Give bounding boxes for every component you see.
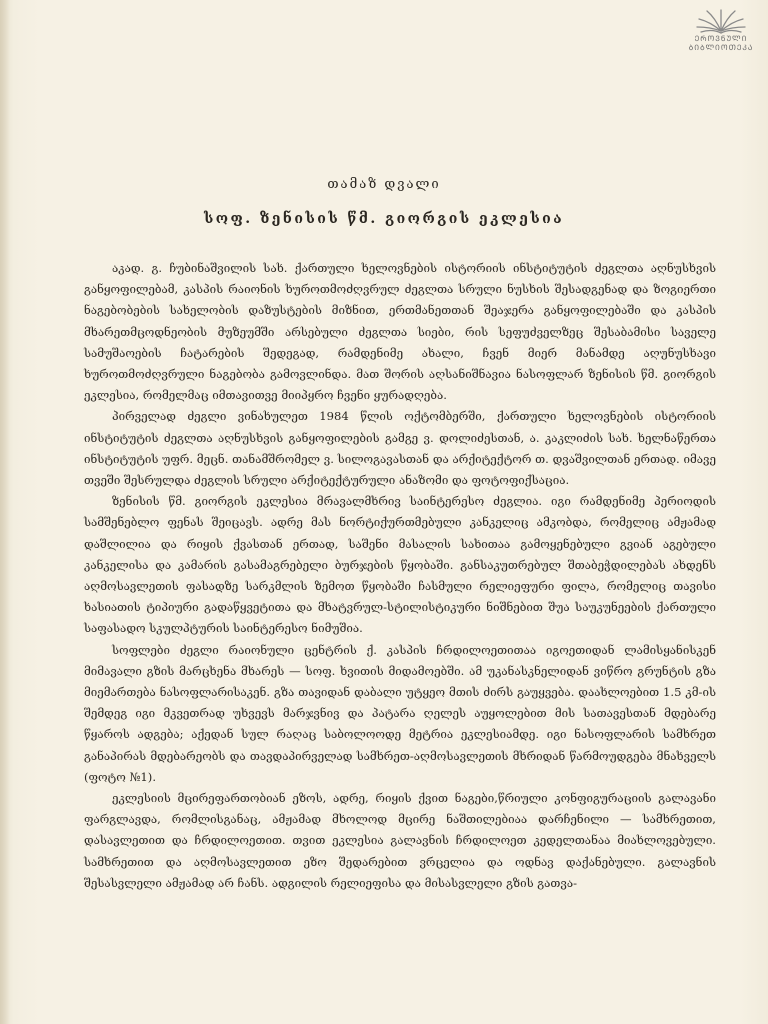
article-title: სოფ. ზენისის წმ. გიორგის ეკლესია [203, 211, 565, 227]
paragraph: სოფლები ძეგლი რაიონული ცენტრის ქ. კასპის ჩრდილოეთითაა იგოეთიდან ლამისყანისკენ მიმავალი გზის მარცხენა მხარეს — სოფ. ხვითის მიდამოებში. ამ უკანასკნელიდან ვიწრო გრუნტის გზა მიემართება ნასოფლარისაკენ. გზა თავიდან დაბალი უტყეო მთის ძირს გაუყვება. დაახლოებით 1.5 კმ-ის შემდეგ იგი მკვეთრად უხვევს მარჯვნივ და პატარა ღელეს აუყოლებით მის სათავესთან მდებარე წყაროს ადგება; აქედან სულ რაღაც საბოლოოდე მეტრია ეკლესიამდე. იგი ნასოფლარის სამხრეთ განაპირას მდებარეობს და თავდაპირველად სამხრეთ-აღმოსავლეთის მხრიდან წარმოუდგება მნახველს (ფოტო №1). [84, 642, 716, 784]
library-logo [684, 4, 758, 58]
book-leaves-icon [693, 4, 749, 34]
paragraph: აკად. გ. ჩუბინაშვილის სახ. ქართული ხელოვნების ისტორიის ინსტიტუტის ძეგლთა აღნუსხვის განყოფილებამ, კასპის რაიონის ხუროთმოძღვრულ ძეგლთა სრული ნუსხის შესადგენად და ზოგიერთი ნაგებობების სახელობის დაზუსტების მიზნით, ერთმანეთთან შეაჯერა განყოფილებაში და კასპის მხარეთმცოდნეობის მუზეუმში არსებული ძეგლთა სიები, რის სეფუძველზეც შესაბამისი საველე სამუშაოების ჩატარების შედეგად, რამდენიმე ახალი, ჩვენ მიერ მანამდე აღუნუსხავი ხუროთმოძღვრული ნაგებობა გამოვლინდა. მათ შორის აღსანიშნავია ნასოფლარ ზენისის წმ. გიორგის ეკლესია, რომელმაც იმთავითვე მიიპყრო ჩვენი ყურადღება. [84, 261, 716, 403]
article-author: თამაზ დვალი [327, 177, 441, 192]
paragraph: ეკლესიის მცირეფართობიან ეზოს, ადრე, რიყის ქვით ნაგები,წრიული კონფიგურაციის გალავანი ფარგლავდა, რომლისგანაც, ამჟამად მხოლოდ მცირე ნაშთილებიაა დარჩენილი — სამხრეთით, დასავლეთით და ჩრდილოეთით. თვით ეკლესია გალავნის ჩრდილოეთ კედელთანაა მიახლოვებული. სამხრეთით და აღმოსავლეთით ეზო შედარებით ვრცელია და ოდნავ დაქანებული. გალავნის შესასვლელი ამჟამად არ ჩანს. ადგილის რელიეფისა და მისასვლელი გზის გათვა- [84, 791, 716, 890]
logo-text-line-1: ᲔᲠᲝᲕᲜᲣᲚᲘ [694, 34, 748, 43]
logo-text-line-2: ᲑᲘᲑᲚᲘᲝᲗᲔᲙᲐ [688, 43, 754, 52]
paragraph: ზენისის წმ. გიორგის ეკლესია მრავალმხრივ საინტერესო ძეგლია. იგი რამდენიმე პერიოდის სამშენებლო ფენას შეიცავს. ადრე მას ნორტიქურთმებული კანკელიც ამკობდა, რომელიც ამჟამად დაშლილია და რიყის ქვასთან ერთად, საშენი მასალის სახითაა გამოყენებული გვიან აგებული კანკელისა და კამარის გასამაგრებელი ბურჯების წყობაში. განსაკუთრებულ შთაბეჭდილებას ახდენს აღმოსავლეთის ფასადზე სარკმლის ზემოთ წყობაში ჩასმული რელიეფური ფილა, რომელიც თავისი ხასიათის ტიპიური გადაწყვეტითა და მხატვრულ-სტილისტიკური ნიშნებით შუა საუკუნეების ქართული საფასადო სკულპტურის საინტერესო ნიმუშია. [84, 494, 716, 636]
article-body [84, 258, 716, 894]
paragraph: პირველად ძეგლი ვინახულეთ 1984 წლის ოქტომბერში, ქართული ხელოვნების ისტორიის ინსტიტუტის ძეგლთა აღნუსხვის განყოფილების გამგე ვ. დოლიძესთან, ა. კაკლიძის სახ. ხელნაწერთა ინსტიტუტის უფრ. მეცნ. თანამშრომელ ვ. სილოგავასთან და არქიტექტორ თ. დვაშვილთან ერთად. იმავე თვეში შესრულდა ძეგლის სრული არქიტექტურული ანაზომი და ფოტოფიქსაცია. [84, 409, 716, 488]
binding-shadow [0, 0, 10, 1024]
